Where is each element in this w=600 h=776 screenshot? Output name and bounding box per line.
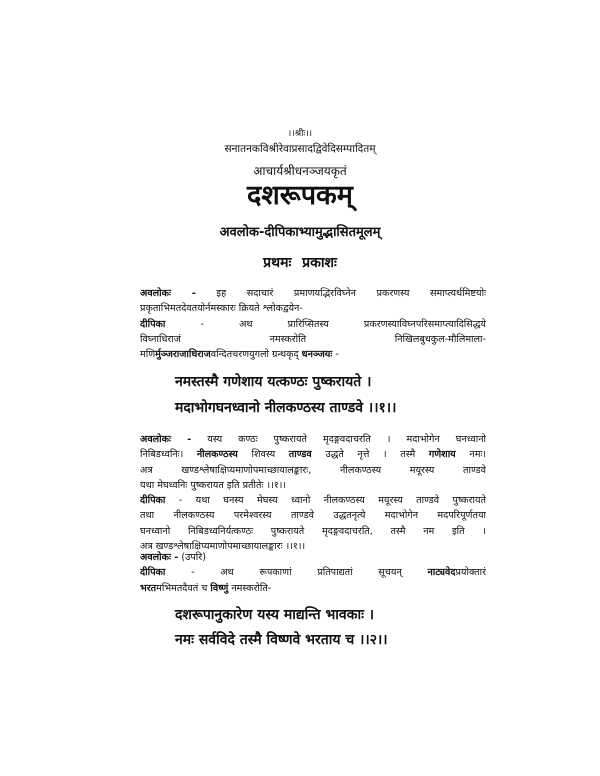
- commentary-block-2: [140, 432, 486, 554]
- text-line: [140, 565, 486, 580]
- text-run: - अथ रूपकाणां प्रतिपाद्यतां सूचयन्: [165, 567, 428, 579]
- highlight-name: नाट्यवेद: [427, 567, 456, 579]
- highlight-name: ताण्डव: [288, 449, 312, 461]
- highlight-name: धनञ्जयः: [301, 349, 333, 361]
- text-line: [140, 432, 486, 447]
- avaloka-label: अवलोकः -: [140, 288, 196, 299]
- highlight-name: भरत: [140, 582, 157, 594]
- verse-2-line-1: दशरूपानुकारेण यस्य माद्यन्ति भावकाः ।: [175, 607, 375, 623]
- verse-1-line-1: नमस्तस्मै गणेशाय यत्कण्ठः पुष्करायते ।: [175, 374, 372, 390]
- text-run: उद्धते नृत्ते । तस्मै: [311, 449, 429, 461]
- text-line: [140, 550, 486, 565]
- book-subtitle: अवलोक-दीपिकाभ्यामुद्भासितमूलम्: [219, 225, 381, 240]
- highlight-name: र्मुञ्जराजाधिराज: [155, 349, 211, 361]
- text-line: [140, 317, 486, 332]
- text-line: विघ्नाधिराजं नमस्करोति निखिलबुधकुल-मौलिमाला-: [140, 333, 486, 345]
- dipika-label: दीपिका: [140, 495, 166, 507]
- text-line: प्रकृताभिमतदेवतयोर्नमस्कारः क्रियते श्लोकद्वयेन-: [140, 303, 303, 315]
- text-run: शिवस्य: [237, 449, 289, 461]
- highlight-name: गणेशाय: [428, 449, 456, 461]
- text-line: [140, 581, 486, 596]
- text-run: -: [332, 349, 339, 361]
- chapter-heading: प्रथमः प्रकाशः: [263, 255, 337, 271]
- text-run: वन्दितचरणयुगलो ग्रन्थकृद्: [210, 349, 302, 361]
- text-line: अत्र खण्डश्लेषाक्षिप्यमाणोपमाच्छायालङ्कारः ।।१।।: [140, 541, 306, 553]
- highlight-name: नीलकण्ठस्य: [196, 449, 238, 461]
- dipika-label: दीपिका: [140, 567, 166, 579]
- text-run: मणि: [140, 349, 156, 361]
- highlight-name: विष्णुं: [210, 582, 229, 594]
- avaloka-label: अवलोकः -: [140, 552, 179, 563]
- text-line: [140, 447, 486, 462]
- text-line: तथा नीलकण्ठस्य परमेश्वरस्य ताण्डवे उद्धतनृत्ये मदाभोगेन मदपरिपूर्णतया: [140, 510, 486, 522]
- text-run: प्रयोक्तारं: [455, 567, 486, 579]
- verse-2-line-2: नमः सर्वविदे तस्मै विष्णवे भरताय च ।।२।।: [175, 632, 388, 648]
- avaloka-label: अवलोकः -: [140, 434, 192, 445]
- text-line: अत्र खण्डश्लेषाक्षिप्यमाणोपमाच्छायालङ्कारः, नीलकण्ठस्य मयूरस्य ताण्डवे: [140, 464, 486, 476]
- dedication-line: सनातनकविश्रीरेवाप्रसादद्विवेदिसम्पादितम्: [224, 143, 376, 155]
- text-run: यस्य कण्ठः पुष्करायते मृदङ्गवदाचरति । मदाभोगेन घनध्वानो: [191, 434, 486, 445]
- text-run: मभिमतदैवतं च: [156, 582, 211, 594]
- commentary-block-3: [140, 550, 486, 596]
- text-run: नमः।: [455, 449, 486, 461]
- text-line: [140, 493, 486, 508]
- text-line: [140, 286, 486, 301]
- text-run: इह सदाचारं प्रमाणयद्भिरविघ्नेन प्रकरणस्य समाप्त्यर्थमिष्टयोः: [195, 288, 486, 299]
- invocation: ।।श्रीः।।: [287, 129, 313, 139]
- text-line: [140, 347, 486, 362]
- text-run: - यथा घनस्य मेघस्य ध्वानो नीलकण्ठस्य मयूरस्य ताण्डवे पुष्करायते: [165, 495, 486, 507]
- verse-1-line-2: मदाभोगघनध्वानो नीलकण्ठस्य ताण्डवे ।।१।।: [175, 400, 397, 416]
- text-run: निबिडध्वनिः।: [140, 449, 197, 461]
- text-line: घनध्वानो निबिडध्वनिर्यत्कण्ठः पुष्करायते मृदङ्गवदाचरति, तस्मै नम इति ।: [140, 525, 486, 537]
- dipika-label: दीपिका: [140, 318, 166, 330]
- text-run: - अथ प्रारिप्सितस्य प्रकरणस्याविघ्नपरिसमाप्त्यादिसिद्धये: [165, 318, 486, 330]
- commentary-block-1: [140, 286, 486, 362]
- text-line: यथा मेघध्वनिः पुष्करायत इति प्रतीतेः ।।१।।: [140, 479, 286, 491]
- text-run: नमस्करोति-: [228, 582, 272, 594]
- author-line: आचार्यश्रीधनञ्जयकृतं: [253, 164, 347, 178]
- book-title: दशरूपकम्: [247, 180, 353, 211]
- text-run: (उपरि): [178, 552, 206, 563]
